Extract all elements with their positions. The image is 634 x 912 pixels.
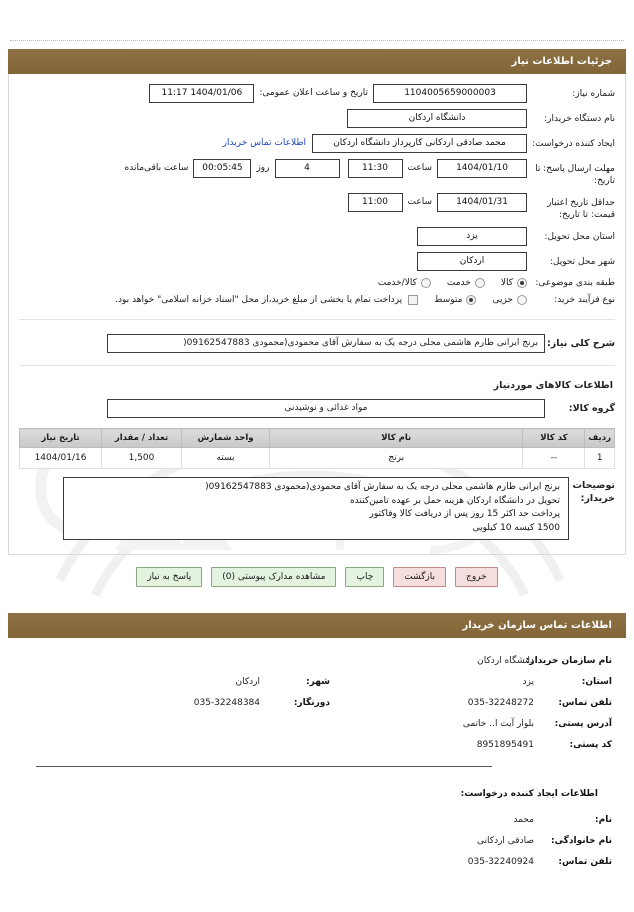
radio-label-minor: جزیی <box>492 295 513 305</box>
row-requester-name <box>22 815 612 825</box>
label-remaining-hours: ساعت باقی‌مانده <box>124 163 189 173</box>
section-header-contact-info: اطلاعات تماس سازمان خریدار <box>8 613 626 638</box>
value-contact-org: دانشگاه اردکان <box>477 656 534 666</box>
cell-code: -- <box>523 448 585 469</box>
field-summary[interactable]: برنج ایرانی طارم هاشمی محلی درجه یک به سفارش آقای محمودی(محمودی 09162547883( <box>107 334 545 353</box>
value-contact-address: بلوار آیت ا.. خاتمی <box>462 719 534 729</box>
label-buyer-org: نام دستگاه خریدار: <box>544 114 615 124</box>
field-buyer-org[interactable]: دانشگاه اردکان <box>347 109 527 128</box>
radio-icon-minor[interactable] <box>517 295 527 305</box>
label-requester-phone: تلفن تماس: <box>558 857 612 867</box>
field-validity-time[interactable]: 11:00 <box>348 193 403 212</box>
row-contact-postal <box>22 740 612 750</box>
need-summary-body <box>19 320 615 366</box>
label-creator: ایجاد کننده درخواست: <box>532 139 615 149</box>
description-line-3: پرداخت حد اکثر 15 روز پس از دریافت کالا وفاکتور <box>369 509 560 519</box>
label-contact-phone: تلفن تماس: <box>558 698 612 708</box>
value-requester-family: صادقی اردکانی <box>477 836 534 846</box>
label-city: شهر محل تحویل: <box>549 257 615 267</box>
label-province: استان محل تحویل: <box>544 232 615 242</box>
view-attachments-button[interactable]: مشاهده مدارک پیوستی (0) <box>211 567 336 587</box>
field-remaining-timer: 00:05:45 <box>193 159 251 178</box>
value-contact-city: اردکان <box>235 677 260 687</box>
field-buyer-description[interactable] <box>63 477 569 540</box>
page-container <box>0 40 634 886</box>
row-requester-family <box>22 836 612 846</box>
checkbox-treasury-payment[interactable] <box>115 295 418 305</box>
field-announce-datetime[interactable]: 1404/01/06 11:17 <box>149 84 254 103</box>
field-remaining-days[interactable]: 4 <box>275 159 340 178</box>
radio-label-medium: متوسط <box>434 295 463 305</box>
row-contact-org <box>22 656 612 666</box>
description-line-1: برنج ایرانی طارم هاشمی محلی درجه یک به سفارش آقای محمودی(محمودی 09162547883( <box>205 482 560 492</box>
radio-option-medium[interactable] <box>434 295 476 305</box>
description-line-4: 1500 کیسه 10 کیلویی <box>472 522 560 533</box>
requester-section-title: اطلاعات ایجاد کننده درخواست: <box>460 789 598 799</box>
field-validity-date[interactable]: 1404/01/31 <box>437 193 527 212</box>
field-deadline-time[interactable]: 11:30 <box>348 159 403 178</box>
label-validity-hour: ساعت <box>407 197 432 207</box>
label-goods-group: گروه کالا: <box>568 403 615 414</box>
radio-icon-goods-service[interactable] <box>421 278 431 288</box>
row-deadline <box>19 159 615 187</box>
field-deadline-date[interactable]: 1404/01/10 <box>437 159 527 178</box>
radio-icon-service[interactable] <box>475 278 485 288</box>
cell-unit: بسته <box>182 448 270 469</box>
goods-body <box>19 366 615 548</box>
row-province <box>19 227 615 246</box>
need-details-body <box>19 84 615 320</box>
field-creator[interactable]: محمد صادقی اردکانی کارپرداز دانشگاه اردکان <box>312 134 527 153</box>
value-contact-phone: 035-32248272 <box>467 698 534 708</box>
column-header-qty: تعداد / مقدار <box>102 429 182 448</box>
checkbox-icon-treasury[interactable] <box>408 295 418 305</box>
label-description-line2: خریدار: <box>580 493 615 504</box>
label-requester-name: نام: <box>595 815 612 825</box>
value-contact-postal: 8951895491 <box>476 740 534 750</box>
goods-table <box>19 428 615 469</box>
cell-date: 1404/01/16 <box>20 448 102 469</box>
radio-icon-goods[interactable] <box>517 278 527 288</box>
cell-radif: 1 <box>585 448 615 469</box>
row-buyer-description <box>19 477 615 540</box>
radio-label-goods-service: کالا/خدمت <box>377 278 417 288</box>
label-validity: حداقل تاریخ اعتبار قیمت: تا تاریخ: <box>547 198 615 220</box>
goods-section-title: اطلاعات کالاهای موردنیاز <box>493 380 613 391</box>
label-contact-org: نام سازمان خریدار: <box>525 656 612 666</box>
label-contact-fax: دورنگار: <box>293 698 330 708</box>
radio-option-minor[interactable] <box>492 295 527 305</box>
table-row[interactable] <box>20 448 615 469</box>
column-header-radif: ردیف <box>585 429 615 448</box>
value-requester-name: محمد <box>513 815 534 825</box>
radio-option-service[interactable] <box>447 278 485 288</box>
row-creator <box>19 134 615 153</box>
row-buyer-org <box>19 109 615 128</box>
row-contact-province <box>22 677 612 687</box>
radio-icon-medium[interactable] <box>466 295 476 305</box>
radio-label-service: خدمت <box>446 278 471 288</box>
label-process: نوع فرآیند خرید: <box>554 295 615 305</box>
checkbox-label-treasury: پرداخت تمام یا بخشی از مبلغ خرید،از محل "اسناد خزانه اسلامی" خواهد بود. <box>115 295 403 305</box>
label-contact-postal: کد پستی: <box>569 740 612 750</box>
label-category: طبقه بندی موضوعی: <box>535 278 615 288</box>
row-contact-address <box>22 719 612 729</box>
value-requester-phone: 035-32240924 <box>467 857 534 867</box>
radio-option-goods-service[interactable] <box>378 278 431 288</box>
cell-qty: 1,500 <box>102 448 182 469</box>
row-category <box>19 277 615 289</box>
column-header-unit: واحد شمارش <box>182 429 270 448</box>
label-contact-city: شهر: <box>306 677 330 687</box>
row-city <box>19 252 615 271</box>
row-need-number <box>19 84 615 103</box>
label-announce-datetime: تاریخ و ساعت اعلان عمومی: <box>259 88 368 98</box>
label-need-number: شماره نیاز: <box>572 89 615 99</box>
field-goods-group[interactable]: مواد غذائی و نوشیدنی <box>107 399 545 418</box>
contact-info-block <box>8 638 626 886</box>
row-process <box>19 294 615 306</box>
print-button[interactable]: چاپ <box>345 567 384 587</box>
need-details-card <box>8 74 626 555</box>
section-header-need-details: جزئیات اطلاعات نیاز <box>8 49 626 74</box>
buyer-contact-link[interactable]: اطلاعات تماس خریدار <box>222 138 306 148</box>
label-contact-province: استان: <box>581 677 612 687</box>
contact-divider <box>36 766 492 767</box>
row-summary <box>19 334 615 353</box>
label-description-line1: توضیحات <box>572 480 615 491</box>
column-header-date: تاریخ نیاز <box>20 429 102 448</box>
label-requester-family: نام خانوادگی: <box>550 836 612 846</box>
row-validity <box>19 193 615 221</box>
exit-button[interactable]: خروج <box>455 567 498 587</box>
label-days: روز <box>256 163 270 173</box>
value-contact-fax: 035-32248384 <box>193 698 260 708</box>
table-header-row <box>20 429 615 448</box>
column-header-name: نام کالا <box>270 429 523 448</box>
radio-label-goods: کالا <box>500 278 513 288</box>
row-goods-group <box>19 399 615 418</box>
label-summary: شرح کلی نیاز: <box>546 338 615 349</box>
label-deadline: مهلت ارسال پاسخ: تا تاریخ: <box>535 164 615 186</box>
respond-to-need-button[interactable]: پاسخ به نیاز <box>136 567 202 587</box>
radio-option-goods[interactable] <box>501 278 527 288</box>
row-contact-phone <box>22 698 612 708</box>
column-header-code: کد کالا <box>523 429 585 448</box>
cell-name: برنج <box>270 448 523 469</box>
label-deadline-hour: ساعت <box>407 163 432 173</box>
label-contact-address: آدرس پستی: <box>554 719 612 729</box>
field-need-number[interactable]: 1104005659000003 <box>373 84 527 103</box>
description-line-2: تحویل در دانشگاه اردکان هزینه حمل بر عهده تامین‌کننده <box>349 495 560 506</box>
top-divider <box>10 40 624 41</box>
action-button-bar <box>8 567 626 587</box>
label-buyer-description <box>569 477 615 505</box>
back-button[interactable]: بازگشت <box>393 567 446 587</box>
field-province[interactable]: یزد <box>417 227 527 246</box>
field-city[interactable]: اردکان <box>417 252 527 271</box>
row-requester-phone <box>22 857 612 867</box>
value-contact-province: یزد <box>522 677 534 687</box>
